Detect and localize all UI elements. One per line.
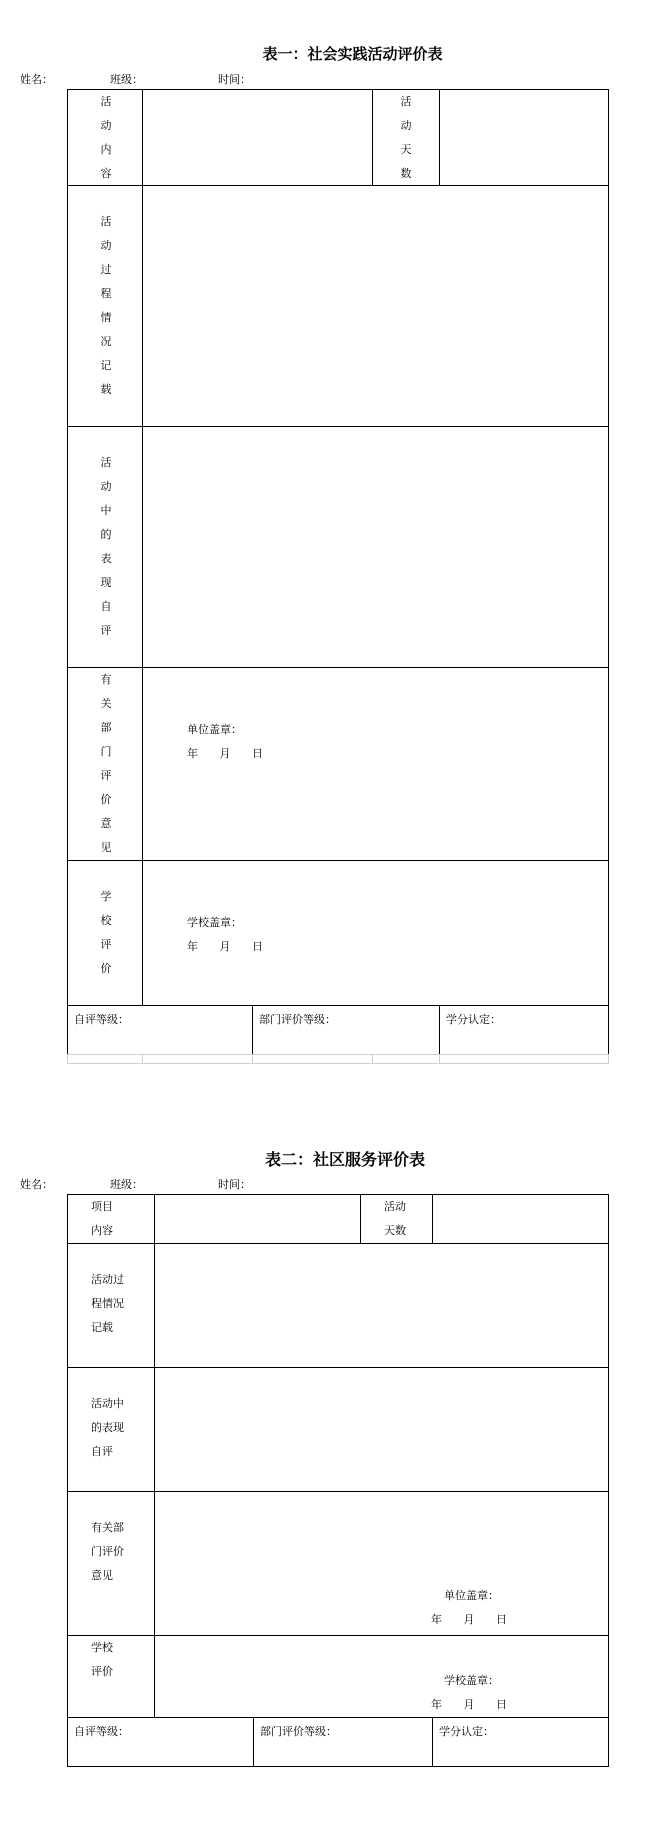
table1-self-grade-cell[interactable] (67, 1005, 253, 1055)
table1-process-label-line: 动 (100, 239, 112, 252)
table2-school-stamp: 学校盖章： (444, 1674, 499, 1687)
date-year: 年 (187, 940, 198, 953)
table1-process-label (96, 210, 116, 402)
date-day: 日 (252, 747, 263, 760)
table2-school-label-line: 评价 (91, 1665, 113, 1678)
table2-dept-grade-cell[interactable] (253, 1717, 433, 1767)
table1-school-label (96, 885, 116, 981)
table2-dept-stamp: 单位盖章： (444, 1589, 499, 1602)
table2-process-label-line: 记载 (91, 1321, 113, 1334)
table1-activity-content-label-line: 动 (100, 119, 112, 132)
table2-school-label-cell (67, 1635, 155, 1718)
table2-dept-grade-label: 部门评价等级： (260, 1725, 337, 1738)
table1-class-label: 班级： (110, 73, 143, 86)
table1-process-field[interactable] (142, 185, 609, 427)
table1-activity-content-field[interactable] (142, 89, 373, 186)
table1-dept-stamp: 单位盖章： (187, 723, 242, 736)
table2-dept-label-line: 意见 (91, 1569, 113, 1582)
table2-dept-field[interactable] (154, 1491, 609, 1636)
table1-school-stamp: 学校盖章： (187, 916, 242, 929)
table2-name-label: 姓名： (20, 1178, 53, 1191)
table2-dept-label-line: 有关部 (91, 1521, 124, 1534)
table1-dept-grade-label: 部门评价等级： (259, 1013, 336, 1026)
table1-activity-days-label-line: 数 (400, 167, 412, 180)
table1-self-eval-label-line: 表 (100, 552, 112, 565)
table1-process-label-line: 活 (100, 215, 112, 228)
table2-process-label-line: 程情况 (91, 1297, 124, 1310)
table1-activity-content-label-line: 容 (100, 167, 112, 180)
table1-activity-content-label-line: 内 (100, 143, 112, 156)
table1-dept-date (187, 745, 263, 761)
date-day: 日 (496, 1698, 507, 1711)
table1-self-grade-label: 自评等级： (74, 1013, 129, 1026)
table1-self-eval-label-line: 评 (100, 624, 112, 637)
date-month: 月 (463, 1698, 475, 1711)
table1-dept-label-line: 价 (100, 793, 112, 806)
table1-dept-label-cell (67, 667, 143, 861)
table1-process-label-line: 载 (100, 383, 112, 396)
table1-self-eval-label-line: 自 (100, 600, 112, 613)
table2-self-grade-label: 自评等级： (74, 1725, 129, 1738)
table2-days-field[interactable] (432, 1194, 609, 1244)
table1-school-label-line: 价 (100, 962, 112, 975)
table2-days-label-cell (360, 1194, 433, 1244)
table1-activity-days-label (396, 90, 416, 186)
table1-self-eval-label (96, 451, 116, 643)
table1-activity-content-label-cell (67, 89, 143, 186)
table2-self-eval-label (91, 1392, 161, 1464)
table1-activity-days-label-line: 动 (400, 119, 412, 132)
table1-grid-row (67, 1054, 143, 1064)
table1-self-eval-label-line: 中 (100, 504, 112, 517)
table2-self-eval-label-cell (67, 1367, 155, 1492)
table1-activity-days-label-line: 天 (400, 143, 412, 156)
table1-process-label-line: 记 (100, 359, 112, 372)
table2-days-label-line: 活动 (384, 1200, 406, 1213)
table1-dept-field[interactable] (142, 667, 609, 861)
table2-title: 表二：社区服务评价表 (264, 1150, 425, 1169)
table1-school-label-line: 校 (100, 914, 112, 927)
table2-self-eval-label-line: 自评 (91, 1445, 113, 1458)
table1-activity-days-label-line: 活 (400, 95, 412, 108)
table2-process-label-line: 活动过 (91, 1273, 124, 1286)
table1-time-label: 时间： (218, 73, 251, 86)
table1-dept-label-line: 门 (100, 745, 112, 758)
table2-self-grade-cell[interactable] (67, 1717, 254, 1767)
table1-self-eval-label-line: 动 (100, 480, 112, 493)
table1-grid-row (252, 1054, 373, 1064)
table2-credit-cell[interactable] (432, 1717, 609, 1767)
table2-process-label (91, 1268, 161, 1340)
table2-dept-label-line: 门评价 (91, 1545, 124, 1558)
table1-activity-days-label-cell (372, 89, 440, 186)
table1-activity-content-label-line: 活 (100, 95, 112, 108)
table2-class-label: 班级： (110, 1178, 143, 1191)
table1-self-eval-label-line: 的 (100, 528, 112, 541)
table1-school-label-line: 评 (100, 938, 112, 951)
table1-dept-label-line: 评 (100, 769, 112, 782)
table1-process-label-line: 程 (100, 287, 112, 300)
table1-dept-label-line: 有 (100, 673, 112, 686)
table2-project-field[interactable] (154, 1194, 361, 1244)
date-day: 日 (252, 940, 263, 953)
table2-project-label (91, 1195, 161, 1243)
table2-credit-label: 学分认定： (439, 1725, 494, 1738)
table1-dept-label (96, 668, 116, 860)
table2-time-label: 时间： (218, 1178, 251, 1191)
date-year: 年 (431, 1698, 442, 1711)
date-day: 日 (496, 1613, 507, 1626)
table1-activity-content-label (96, 90, 116, 186)
table1-credit-cell[interactable] (439, 1005, 609, 1055)
table1-activity-days-field[interactable] (439, 89, 609, 186)
table2-school-field[interactable] (154, 1635, 609, 1718)
table2-school-label (91, 1636, 161, 1684)
date-year: 年 (187, 747, 198, 760)
table1-self-eval-label-cell (67, 426, 143, 668)
date-month: 月 (219, 940, 231, 953)
table2-self-eval-label-line: 的表现 (91, 1421, 124, 1434)
table1-dept-grade-cell[interactable] (252, 1005, 440, 1055)
date-year: 年 (431, 1613, 442, 1626)
table2-school-label-line: 学校 (91, 1641, 113, 1654)
table1-self-eval-label-line: 现 (100, 576, 112, 589)
table1-school-label-cell (67, 860, 143, 1006)
table1-grid-row (142, 1054, 253, 1064)
date-month: 月 (463, 1613, 475, 1626)
table1-dept-label-line: 关 (100, 697, 112, 710)
table1-school-date (187, 938, 263, 954)
table1-process-label-cell (67, 185, 143, 427)
table2-school-date (431, 1696, 507, 1712)
table2-process-label-cell (67, 1243, 155, 1368)
table1-name-label: 姓名： (20, 73, 53, 86)
table1-process-label-line: 过 (100, 263, 112, 276)
table1-grid-row (372, 1054, 440, 1064)
table1-grid-row (439, 1054, 609, 1064)
date-month: 月 (219, 747, 231, 760)
table1-dept-label-line: 部 (100, 721, 112, 734)
table2-project-label-cell (67, 1194, 155, 1244)
table2-project-label-line: 项目 (91, 1200, 113, 1213)
table1-dept-label-line: 意 (100, 817, 112, 830)
table2-days-label-line: 天数 (384, 1224, 406, 1237)
table1-title: 表一：社会实践活动评价表 (262, 45, 443, 63)
table2-dept-date (431, 1611, 507, 1627)
table2-dept-label (91, 1516, 161, 1588)
table2-process-field[interactable] (154, 1243, 609, 1368)
table1-credit-label: 学分认定： (446, 1013, 501, 1026)
table1-dept-label-line: 见 (100, 841, 112, 854)
table2-self-eval-label-line: 活动中 (91, 1397, 124, 1410)
table2-project-label-line: 内容 (91, 1224, 113, 1237)
table1-school-field[interactable] (142, 860, 609, 1006)
table1-process-label-line: 情 (100, 311, 112, 324)
table1-process-label-line: 况 (100, 335, 112, 348)
table2-self-eval-field[interactable] (154, 1367, 609, 1492)
table1-school-label-line: 学 (100, 890, 112, 903)
table2-dept-label-cell (67, 1491, 155, 1636)
table1-self-eval-field[interactable] (142, 426, 609, 668)
table1-self-eval-label-line: 活 (100, 456, 112, 469)
